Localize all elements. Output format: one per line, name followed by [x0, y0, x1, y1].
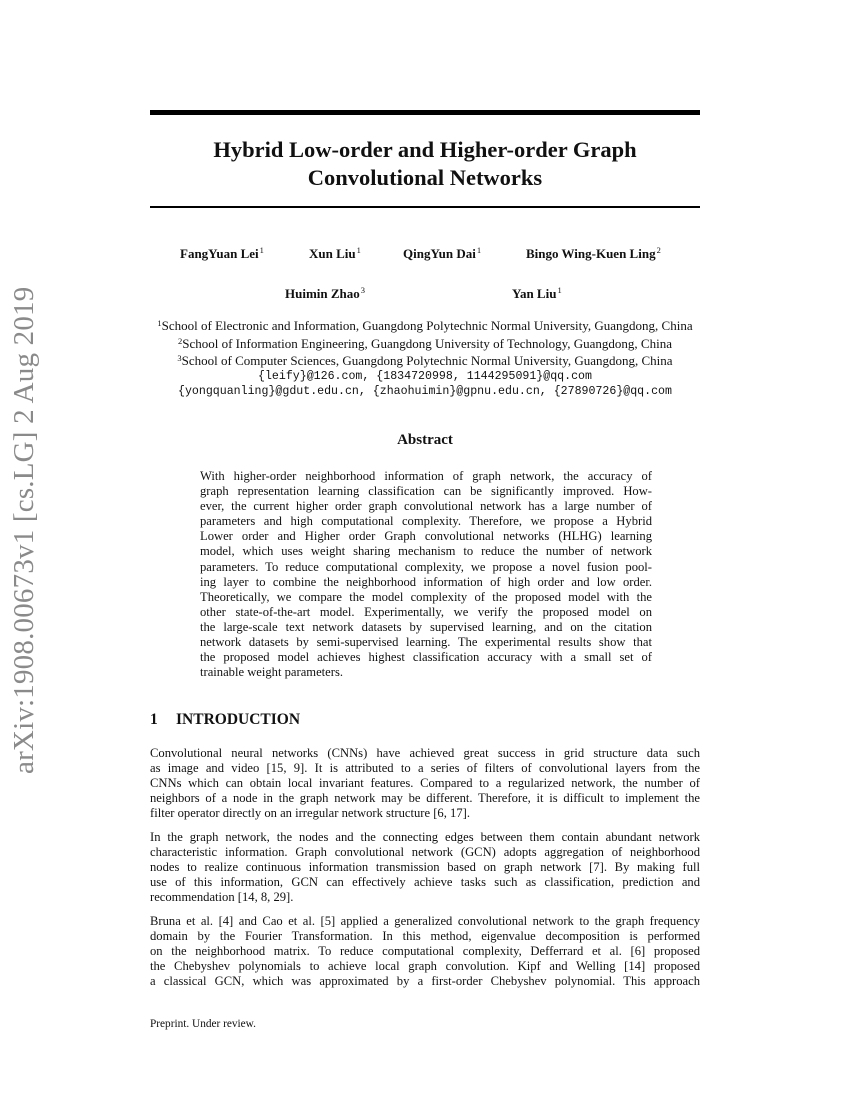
abstract-line: parameters and high computational complexity. Therefore, we propose a Hybrid	[200, 514, 652, 529]
paragraph-line: Bruna et al. [4] and Cao et al. [5] applied a generalized convolutional network to the graph frequency	[150, 914, 700, 928]
paragraph-line: CNNs which can obtain local invariant features. Compared to a regularized network, the number of	[150, 776, 700, 791]
paragraph-line: domain by the Fourier Transformation. In this method, eigenvalue decomposition is performed	[150, 929, 700, 944]
paper-title	[150, 136, 700, 192]
footer-note: Preprint. Under review.	[150, 1018, 256, 1030]
paragraph-line: on the neighborhood matrix. To reduce computational complexity, Defferrard et al. [6] proposed	[150, 944, 700, 959]
affiliations	[100, 316, 750, 400]
paragraph-line: neighbors of a node in the graph network may be different. Therefore, it is difficult to implement the	[150, 791, 700, 806]
title-line-2: Convolutional Networks	[307, 165, 543, 190]
paragraph-line: use of this information, GCN can effectively achieve tasks such as classification, prediction and	[150, 875, 700, 890]
abstract-heading: Abstract	[397, 432, 453, 448]
section-number: 1	[150, 711, 158, 728]
abstract-line: model, which uses weight sharing mechanism to reduce the number of network	[200, 544, 652, 559]
abstract-line: graph representation learning classification can be significantly improved. How-	[200, 484, 652, 499]
paragraph-line: In the graph network, the nodes and the connecting edges between them contain abundant network	[150, 830, 700, 844]
author-name: QingYun Dai$^1$	[403, 245, 482, 261]
abstract-line: ing layer to combine the neighborhood information of high order and low order.	[200, 574, 652, 589]
paragraph-line: characteristic information. Graph convolutional network (GCN) adopts aggregation of neighborhood	[150, 845, 700, 860]
paragraph-line: recommendation [14, 8, 29].	[150, 890, 294, 905]
body-paragraph	[150, 914, 700, 989]
body-paragraph	[150, 830, 700, 905]
author-name: Bingo Wing-Kuen Ling$^2$	[526, 245, 661, 261]
section-heading	[150, 711, 300, 729]
arxiv-stamp: arXiv:1908.00673v1 [cs.LG] 2 Aug 2019	[8, 286, 40, 774]
paragraph-line: the Chebyshev polynomials to achieve local graph convolution. Kipf and Welling [14] proposed	[150, 959, 700, 974]
title-line-1: Hybrid Low-order and Higher-order Graph	[213, 137, 637, 162]
abstract-body	[200, 469, 652, 680]
section-title: INTRODUCTION	[176, 711, 301, 728]
paragraph-line: as image and video [15, 9]. It is attributed to a series of filters of convolutional layers from the	[150, 761, 700, 776]
author-name: Yan Liu$^1$	[512, 285, 562, 301]
author-name: FangYuan Lei$^1$	[180, 245, 264, 261]
abstract-line: trainable weight parameters.	[200, 665, 344, 680]
abstract-line: the large-scale text network datasets by supervised learning, and on the citation	[200, 619, 652, 634]
abstract-line: network datasets by semi-supervised learning. The experimental results show that	[200, 635, 652, 650]
title-top-rule	[150, 110, 700, 115]
paragraph-line: filter operator directly on an irregular network structure [6, 17].	[150, 806, 470, 821]
affiliation-line: $^3$School of Computer Sciences, Guangdong Polytechnic Normal University, Guangdong, China	[177, 353, 673, 368]
body-paragraph	[150, 746, 700, 821]
paragraph-line: nodes to realize continuous information transmission based on graph network [7]. By making full	[150, 860, 700, 875]
abstract-line: Theoretically, we compare the model complexity of the proposed model with the	[200, 589, 652, 604]
abstract-line: parameters. To reduce computational complexity, we propose a novel fusion pool-	[200, 559, 652, 574]
paragraph-line: a classical GCN, which was approximated by a first-order Chebyshev polynomial. This approach	[150, 974, 700, 989]
title-bottom-rule	[150, 206, 700, 208]
email-line: {leify}@126.com, {1834720998, 1144295091}@qq.com	[258, 369, 592, 383]
author-name: Xun Liu$^1$	[309, 245, 361, 261]
abstract-line: ever, the current higher order graph convolutional network has a large number of	[200, 499, 652, 514]
abstract-line: Lower order and Higher order Graph convolutional networks (HLHG) learning	[200, 529, 652, 544]
abstract-line: With higher-order neighborhood information of graph network, the accuracy of	[200, 469, 652, 483]
affiliation-line: $^1$School of Electronic and Information, Guangdong Polytechnic Normal University, Guangdong, China	[157, 318, 693, 333]
affiliation-line: $^2$School of Information Engineering, Guangdong University of Technology, Guangdong, China	[177, 335, 672, 351]
paragraph-line: Convolutional neural networks (CNNs) have achieved great success in grid structure data such	[150, 746, 700, 760]
author-name: Huimin Zhao$^3$	[285, 285, 366, 301]
abstract-line: other state-of-the-art model. Experimentally, we verify the proposed model on	[200, 604, 652, 619]
abstract-line: the proposed model achieves highest classification accuracy with a small set of	[200, 650, 652, 665]
email-line: {yongquanling}@gdut.edu.cn, {zhaohuimin}@gpnu.edu.cn, {27890726}@qq.com	[178, 385, 672, 398]
